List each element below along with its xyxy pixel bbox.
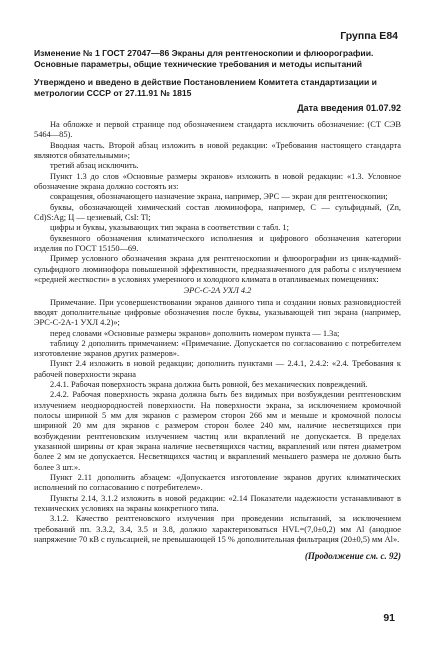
page-number: 91 (383, 612, 395, 624)
effective-date: Дата введения 01.07.92 (297, 102, 401, 113)
document-title: Изменение № 1 ГОСТ 27047—86 Экраны для рентгеноскопии и флюорографии. Основные параметры, общие технические требования и методы испытаний (34, 48, 374, 69)
paragraph: таблицу 2 дополнить примечанием: «Примечание. Допускается по согласованию с потребителем изготовление экранов других размеров». (34, 338, 401, 359)
document-body (34, 120, 401, 545)
paragraph: 2.4.1. Рабочая поверхность экрана должна быть ровной, без механических повреждений. (50, 380, 368, 390)
paragraph: перед словами «Основные размеры экранов» дополнить номером пункта — 1.3а; (50, 328, 340, 338)
paragraph: буквенного обозначения климатического исполнения и цифрового обозначения категории изделия по ГОСТ 15150—69. (34, 233, 401, 253)
paragraph: 3.1.2. Качество рентгеновского излучения при проведении испытаний, за исключением требований пп. 3.3.2, 3.4, 3.5 и 3.8, должно характеризоваться HVL=(7,0±0,2) мм Al (анодное напряжение 70 кВ с пульсацией, не превышающей 15 % дополнительная фильтрация (20±0,5) мм Al». (34, 514, 401, 545)
note-paragraph: Примечание. При усовершенствовании экранов данного типа и создании новых разновидностей вводят дополнительные цифровые обозначения после буквы, указывающей тип экрана (например, ЭРС-С-2А-1 УХЛ 4.2)»; (34, 297, 401, 328)
paragraph: Вводная часть. Второй абзац изложить в новой редакции: «Требования настоящего стандарта являются обязательными»; (34, 140, 401, 160)
example-paragraph: Пример условного обозначения экрана для рентгеноскопии и флюорографии из цинк-кадмий-сульфидного люминофора повышенной эффективности, предназначенного для работы с излучением «средней жесткости» в условиях умеренного и холодного климата в отапливаемых помещениях: (34, 254, 401, 284)
paragraph: На обложке и первой странице под обозначением стандарта исключить обозначение: (СТ СЭВ 5464—85). (34, 119, 401, 140)
designation-example: ЭРС-С-2А УХЛ 4.2 (183, 286, 252, 296)
paragraph: Пункты 2.14, 3.1.2 изложить в новой редакции: «2.14 Показатели надежности устанавливают в технических условиях на экраны конкретного типа. (34, 493, 401, 514)
paragraph: цифры и буквы, указывающих тип экрана в соответствии с табл. 1; (50, 223, 289, 233)
paragraph: Пункт 1.3 до слов «Основные размеры экранов» изложить в новой редакции: «1.3. Условное обозначение экрана должно состоять из: (34, 171, 401, 191)
paragraph: буквы, обозначающей химический состав люминофора, например, С — сульфидный, (Zn, Cd)S:Ag; Ц — цезиевый, CsI: Tl; (34, 202, 401, 222)
paragraph: Пункт 2.4 изложить в новой редакции; дополнить пунктами — 2.4.1, 2.4.2: «2.4. Требования к рабочей поверхности экрана (34, 359, 401, 379)
paragraph: третий абзац исключить. (50, 161, 139, 171)
paragraph: сокращения, обозначающего назначение экрана, например, ЭРС — экран для рентгеноскопии; (50, 192, 388, 202)
group-code: Группа Е84 (340, 30, 398, 42)
paragraph: 2.4.2. Рабочая поверхность экрана должна быть без видимых при возбуждении рентгеновским излучением неоднородностей поверхности. На поверхности экрана, за исключением кромочной полосы шириной 5 мм для экранов с размером сторон 266 мм и меньше и кромочной полосы шириной 20 мм для экранов с размером сторон более 240 мм, наличие несветящихся при возбуждении рентгеновским излучением частиц или вкраплений не допускается. В пределах указанной ширины от края экрана наличие несветящихся частиц, вкраплений или пятен диаметром более 2 мм не допускается. Несветящихся частиц и вкраплений меньшего размера не должно быть более 3 шт.». (34, 390, 401, 472)
paragraph: Пункт 2.11 дополнить абзацем: «Допускается изготовление экранов других климатических исполнений по согласованию с потребителем». (34, 473, 401, 493)
continuation-note: (Продолжение см. с. 92) (304, 551, 401, 562)
approval-statement: Утверждено и введено в действие Постановлением Комитета стандартизации и метрологии СССР от 27.11.91 № 1815 (34, 77, 377, 99)
